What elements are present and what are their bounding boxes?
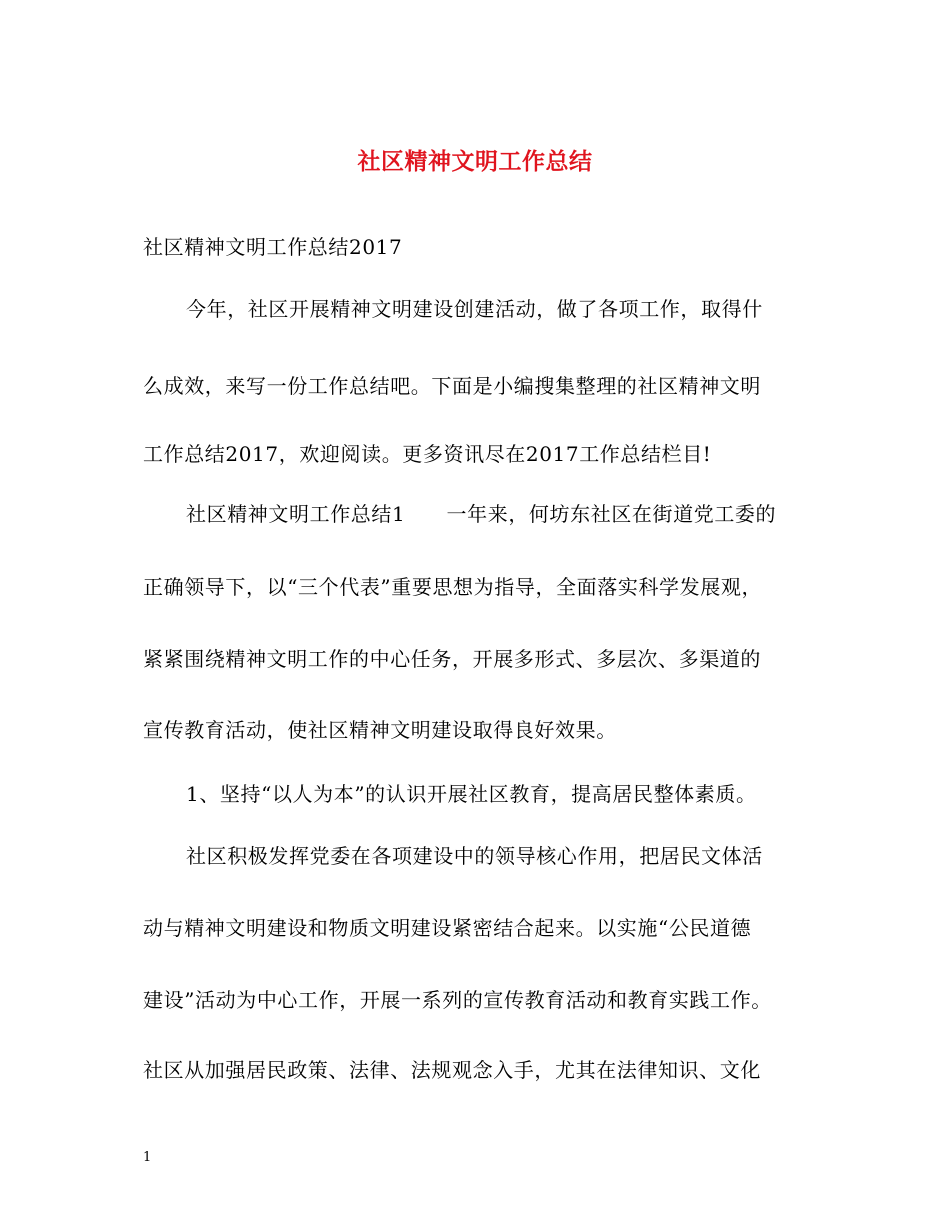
paragraph-line: 社区从加强居民政策、法律、法规观念入手，尤其在法律知识、文化 xyxy=(143,1058,761,1082)
paragraph-line: 宣传教育活动，使社区精神文明建设取得良好效果。 xyxy=(143,718,617,742)
paragraph-line: 紧紧围绕精神文明工作的中心任务，开展多形式、多层次、多渠道的 xyxy=(143,647,761,671)
paragraph-line: 工作总结2017，欢迎阅读。更多资讯尽在2017工作总结栏目! xyxy=(143,442,712,466)
paragraph-line: 社区积极发挥党委在各项建设中的领导核心作用，把居民文体活 xyxy=(186,844,763,868)
paragraph-line: 建设”活动为中心工作，开展一系列的宣传教育活动和教育实践工作。 xyxy=(143,988,772,1012)
document-title: 社区精神文明工作总结 xyxy=(357,148,593,175)
paragraph-line: 社区精神文明工作总结1 一年来，何坊东社区在街道党工委的 xyxy=(186,502,777,526)
page-number: 1 xyxy=(143,1150,152,1165)
paragraph-line: 么成效，来写一份工作总结吧。下面是小编搜集整理的社区精神文明 xyxy=(143,374,761,398)
section-heading-line: 1、坚持“以人为本”的认识开展社区教育，提高居民整体素质。 xyxy=(186,782,757,806)
paragraph-line: 今年，社区开展精神文明建设创建活动，做了各项工作，取得什 xyxy=(186,297,763,321)
paragraph-line: 正确领导下，以“三个代表”重要思想为指导，全面落实科学发展观， xyxy=(143,575,763,599)
paragraph-line: 动与精神文明建设和物质文明建设紧密结合起来。以实施“公民道德 xyxy=(143,916,752,940)
subtitle-line: 社区精神文明工作总结2017 xyxy=(143,235,403,259)
